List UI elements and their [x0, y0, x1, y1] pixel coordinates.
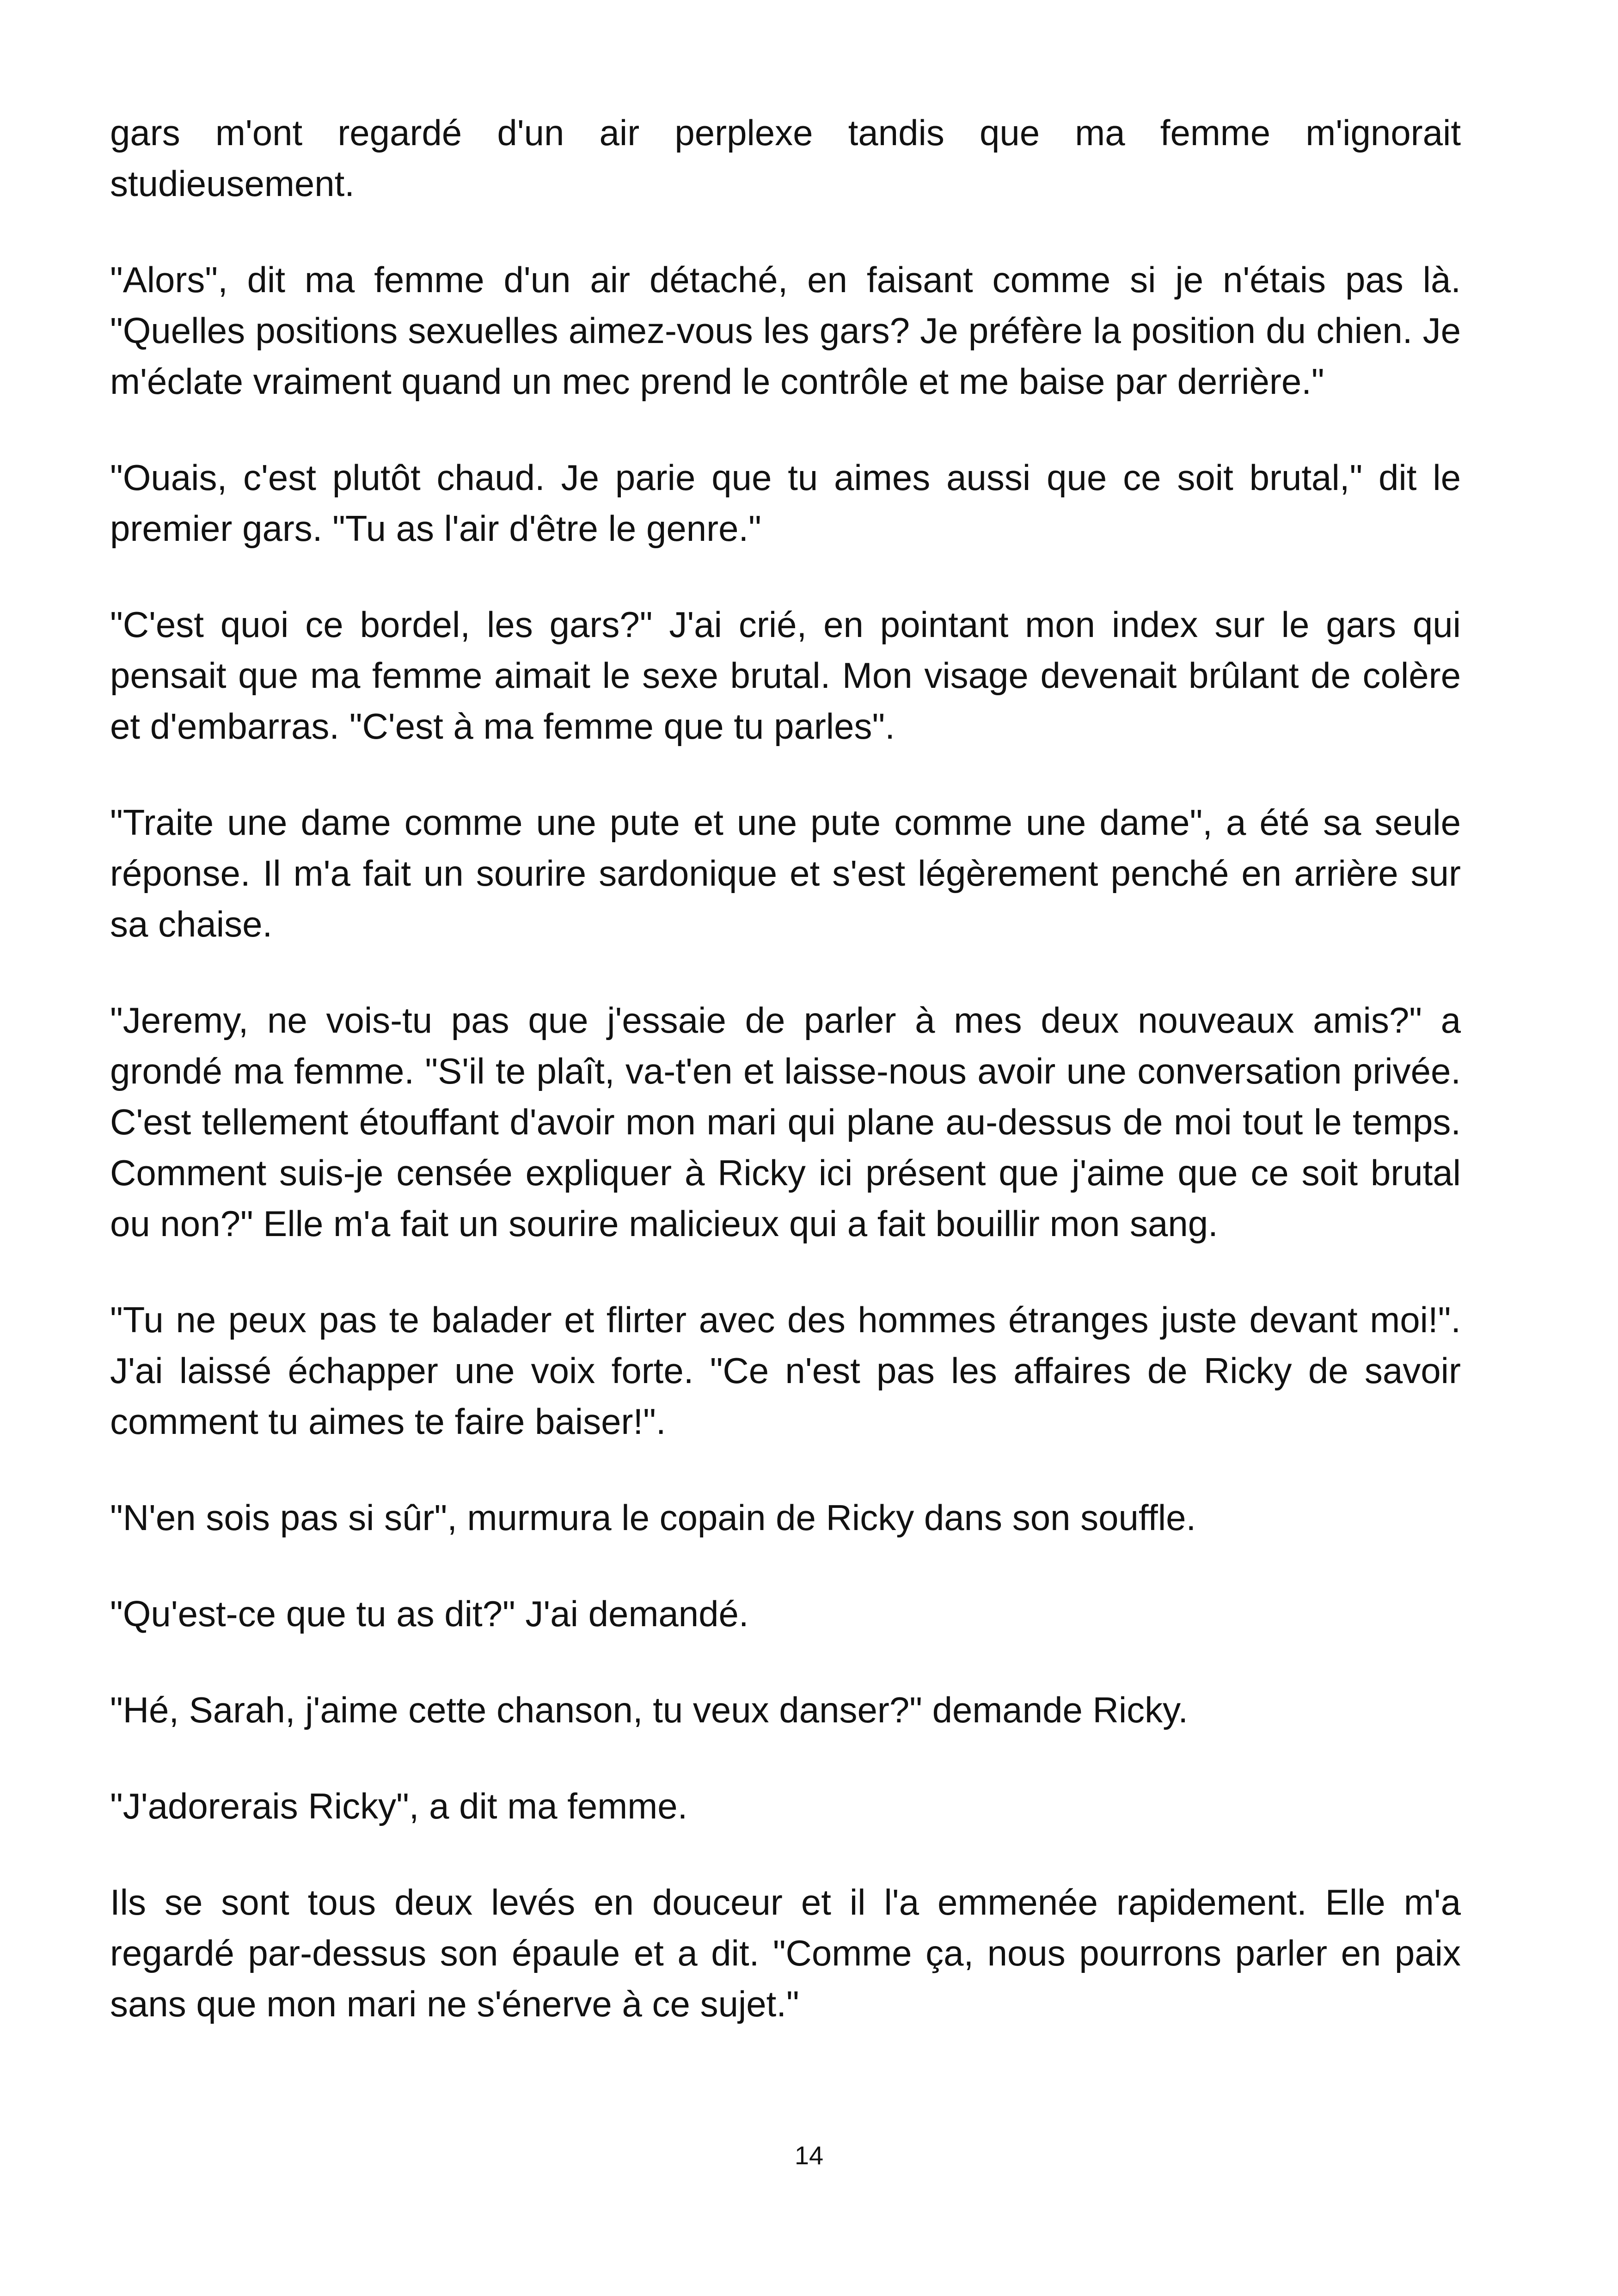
paragraph: "N'en sois pas si sûr", murmura le copain de Ricky dans son souffle. [110, 1497, 1196, 1538]
paragraph: gars m'ont regardé d'un air perplexe tandis que ma femme m'ignorait studieusement. [110, 112, 1461, 204]
paragraph: "Tu ne peux pas te balader et flirter avec des hommes étranges juste devant moi!". J'ai laissé échapper une voix forte. "Ce n'est pas les affaires de Ricky de savoir comment tu aimes te faire baiser!". [110, 1299, 1461, 1442]
paragraph: "Qu'est-ce que tu as dit?" J'ai demandé. [110, 1593, 749, 1634]
paragraph: "C'est quoi ce bordel, les gars?" J'ai crié, en pointant mon index sur le gars qui pensait que ma femme aimait le sexe brutal. Mon visage devenait brûlant de colère et d'embarras. "C'est à ma femme que tu parles". [110, 604, 1461, 747]
paragraph: "Alors", dit ma femme d'un air détaché, en faisant comme si je n'étais pas là. "Quelles positions sexuelles aimez-vous les gars? Je préfère la position du chien. Je m'éclate vraiment quand un mec prend le contrôle et me baise par derrière." [110, 259, 1461, 402]
paragraph: "Ouais, c'est plutôt chaud. Je parie que tu aimes aussi que ce soit brutal," dit le premier gars. "Tu as l'air d'être le genre." [110, 457, 1461, 549]
paragraph: "Hé, Sarah, j'aime cette chanson, tu veux danser?" demande Ricky. [110, 1690, 1189, 1730]
paragraph: "J'adorerais Ricky", a dit ma femme. [110, 1786, 688, 1826]
page-number: 14 [794, 2141, 824, 2170]
paragraph: "Traite une dame comme une pute et une pute comme une dame", a été sa seule réponse. Il m'a fait un sourire sardonique et s'est légèrement penché en arrière sur sa chaise. [110, 802, 1461, 944]
paragraph: Ils se sont tous deux levés en douceur et il l'a emmenée rapidement. Elle m'a regardé par-dessus son épaule et a dit. "Comme ça, nous pourrons parler en paix sans que mon mari ne s'énerve à ce sujet." [110, 1882, 1461, 2024]
paragraph: "Jeremy, ne vois-tu pas que j'essaie de parler à mes deux nouveaux amis?" a grondé ma femme. "S'il te plaît, va-t'en et laisse-nous avoir une conversation privée. C'est tellement étouffant d'avoir mon mari qui plane au-dessus de moi tout le temps. Comment suis-je censée expliquer à Ricky ici présent que j'aime que ce soit brutal ou non?" Elle m'a fait un sourire malicieux qui a fait bouillir mon sang. [110, 1000, 1461, 1244]
body-text [110, 107, 1461, 2029]
